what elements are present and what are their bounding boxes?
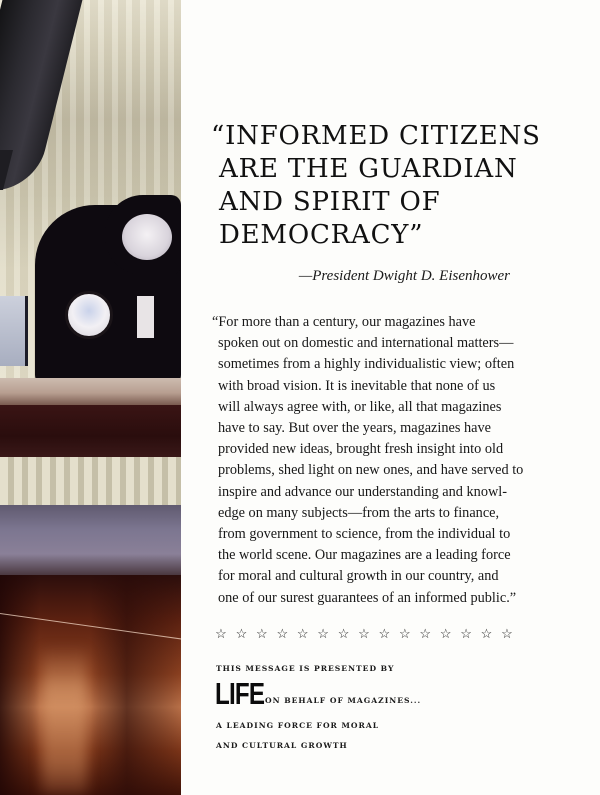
star-outline-icon: ☆: [378, 627, 391, 642]
headline-line: “INFORMED CITIZENS: [211, 121, 541, 151]
star-outline-icon: ☆: [419, 627, 432, 642]
table-reflection: [42, 645, 87, 795]
clock-dial-lower: [65, 291, 113, 339]
headline-line: AND SPIRIT OF: [219, 187, 441, 217]
mantel-shelf: [0, 378, 181, 408]
star-outline-icon: ☆: [501, 627, 513, 642]
body-line: have to say. But over the years, magazines have: [218, 420, 491, 437]
body-line: sometimes from a highly individualistic view; often: [218, 356, 515, 373]
star-outline-icon: ☆: [439, 627, 452, 642]
star-outline-icon: ☆: [358, 627, 370, 642]
body-line: one of our surest guarantees of an informed public.”: [218, 589, 517, 606]
interior-photo: [0, 0, 181, 795]
framed-picture: [0, 296, 28, 366]
body-line: with broad vision. It is inevitable that none of us: [218, 377, 496, 394]
star-outline-icon: ☆: [256, 627, 268, 642]
star-outline-icon: ☆: [215, 627, 227, 642]
presented-by-label: THIS MESSAGE IS PRESENTED BY: [216, 664, 395, 673]
headline-quote: [211, 120, 541, 252]
polished-table: [0, 575, 181, 795]
tagline-line-1: A LEADING FORCE FOR MORAL: [216, 721, 380, 730]
body-line: will always agree with, or like, all that magazines: [218, 398, 502, 415]
body-line: spoken out on domestic and international matters—: [218, 335, 514, 352]
body-line: provided new ideas, brought fresh insight into old: [218, 441, 504, 458]
body-quote: [212, 312, 522, 609]
star-outline-icon: ☆: [398, 627, 411, 642]
star-outline-icon: ☆: [337, 627, 350, 642]
headline-line: DEMOCRACY”: [219, 220, 424, 250]
star-outline-icon: ☆: [317, 627, 329, 642]
mantel-base: [0, 405, 181, 457]
lower-curtains: [0, 457, 181, 507]
body-line: problems, shed light on new ones, and have served to: [218, 462, 524, 479]
tagline-line-2: AND CULTURAL GROWTH: [216, 741, 348, 750]
sofa: [0, 505, 181, 575]
star-divider: [214, 627, 514, 642]
sponsor-line: [215, 676, 422, 711]
body-line: edge on many subjects—from the arts to finance,: [218, 504, 500, 521]
star-outline-icon: ☆: [480, 627, 493, 642]
star-outline-icon: ☆: [296, 627, 309, 642]
body-line: the world scene. Our magazines are a leading force: [218, 547, 511, 564]
body-line: “For more than a century, our magazines have: [212, 314, 476, 330]
body-line: for moral and cultural growth in our country, and: [218, 568, 499, 585]
clock-panel: [137, 296, 154, 338]
star-outline-icon: ☆: [276, 627, 289, 642]
clock-dial-upper: [122, 214, 172, 260]
star-outline-icon: ☆: [235, 627, 248, 642]
headline-line: ARE THE GUARDIAN: [219, 154, 518, 184]
body-line: inspire and advance our understanding and knowl-: [218, 483, 508, 500]
star-outline-icon: ☆: [460, 627, 472, 642]
life-logo: LIFE: [215, 676, 265, 711]
body-line: from government to science, from the individual to: [218, 526, 511, 543]
quote-attribution: —President Dwight D. Eisenhower: [298, 268, 510, 284]
on-behalf-text: ON BEHALF OF MAGAZINES...: [265, 696, 422, 705]
